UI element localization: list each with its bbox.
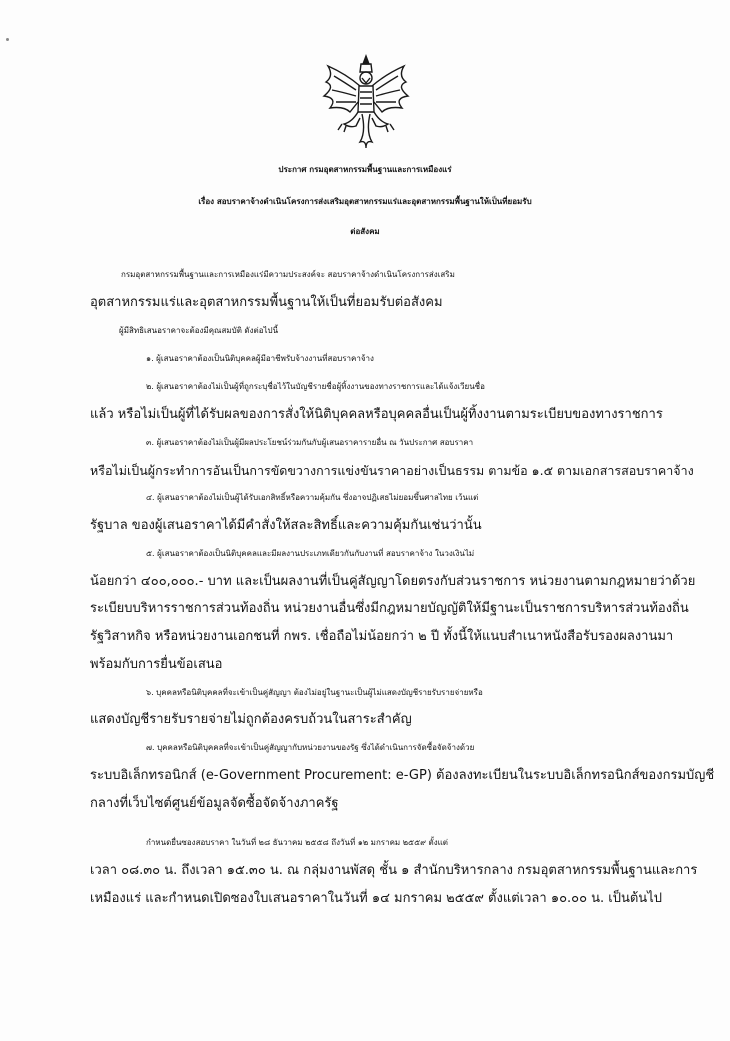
schedule-line-3: เหมืองแร่ และกำหนดเปิดซองใบเสนอราคาในวันที่ ๑๔ มกราคม ๒๕๕๙ ตั้งแต่เวลา ๑๐.๐๐ น. เป็นต้นไป <box>90 891 662 906</box>
qualification-item-4: ๔. ผู้เสนอราคาต้องไม่เป็นผู้ได้รับเอกสิทธิ์หรือความคุ้มกัน ซึ่งอาจปฏิเสธไม่ยอมขึ้นศาลไทย เว้นแต่ <box>146 493 479 502</box>
qualification-item-4-cont: รัฐบาล ของผู้เสนอราคาได้มีคำสั่งให้สละสิทธิ์และความคุ้มกันเช่นว่านั้น <box>90 518 482 533</box>
qualification-item-3-cont: หรือไม่เป็นผู้กระทำการอันเป็นการขัดขวางการแข่งขันราคาอย่างเป็นธรรม ตามข้อ ๑.๕ ตามเอกสารสอบราคาจ้าง <box>90 463 694 478</box>
announcement-subject: เรื่อง สอบราคาจ้างดำเนินโครงการส่งเสริมอุตสาหกรรมแร่และอุตสาหกรรมพื้นฐานให้เป็นที่ยอมรับ <box>198 197 532 206</box>
schedule-line-2: เวลา ๐๘.๓๐ น. ถึงเวลา ๑๕.๓๐ น. ณ กลุ่มงานพัสดุ ชั้น ๑ สำนักบริหารกลาง กรมอุตสาหกรรมพื้นฐานและการ <box>90 863 698 878</box>
qualification-item-5: ๕. ผู้เสนอราคาต้องเป็นนิติบุคคลและมีผลงานประเภทเดียวกันกับงานที่ สอบราคาจ้าง ในวงเงินไม่ <box>146 549 475 558</box>
announcement-subject-continued: ต่อสังคม <box>350 227 380 236</box>
qualification-item-5-cont-1: น้อยกว่า ๔๐๐,๐๐๐.- บาท และเป็นผลงานที่เป็นคู่สัญญาโดยตรงกับส่วนราชการ หน่วยงานตามกฎหมายว่าด้วย <box>90 574 696 589</box>
announcement-title: ประกาศ กรมอุตสาหกรรมพื้นฐานและการเหมืองแร่ <box>278 165 452 174</box>
qualification-item-6: ๖. บุคคลหรือนิติบุคคลที่จะเข้าเป็นคู่สัญญา ต้องไม่อยู่ในฐานะเป็นผู้ไม่แสดงบัญชีรายรับรายจ่ายหรือ <box>146 688 483 697</box>
qualification-item-5-cont-3: รัฐวิสาหกิจ หรือหน่วยงานเอกชนที่ กพร. เชื่อถือไม่น้อยกว่า ๒ ปี ทั้งนี้ให้แนบสำเนาหนังสือรับรองผลงานมา <box>90 629 674 644</box>
qualification-item-3: ๓. ผู้เสนอราคาต้องไม่เป็นผู้มีผลประโยชน์ร่วมกันกับผู้เสนอราคารายอื่น ณ วันประกาศ สอบราคา <box>146 438 474 447</box>
qualification-heading: ผู้มีสิทธิเสนอราคาจะต้องมีคุณสมบัติ ดังต่อไปนี้ <box>119 326 279 335</box>
qualification-item-5-cont-4: พร้อมกับการยื่นข้อเสนอ <box>90 657 223 672</box>
qualification-item-5-cont-2: ระเบียบบริหารราชการส่วนท้องถิ่น หน่วยงานอื่นซึ่งมีกฎหมายบัญญัติให้มีฐานะเป็นราชการบริหารส่วนท้องถิ่น <box>90 601 689 616</box>
intro-line-1: กรมอุตสาหกรรมพื้นฐานและการเหมืองแร่มีความประสงค์จะ สอบราคาจ้างดำเนินโครงการส่งเสริม <box>121 270 455 279</box>
intro-line-2: อุตสาหกรรมแร่และอุตสาหกรรมพื้นฐานให้เป็นที่ยอมรับต่อสังคม <box>90 295 443 310</box>
qualification-item-7-cont-1: ระบบอิเล็กทรอนิกส์ (e-Government Procurement: e-GP) ต้องลงทะเบียนในระบบอิเล็กทรอนิกส์ของกรมบัญชี <box>90 768 715 783</box>
scan-speck <box>6 38 9 41</box>
qualification-item-1: ๑. ผู้เสนอราคาต้องเป็นนิติบุคคลผู้มีอาชีพรับจ้างงานที่สอบราคาจ้าง <box>146 354 374 363</box>
qualification-item-7: ๗. บุคคลหรือนิติบุคคลที่จะเข้าเป็นคู่สัญญากับหน่วยงานของรัฐ ซึ่งได้ดำเนินการจัดซื้อจัดจ้างด้วย <box>146 743 475 752</box>
qualification-item-2: ๒. ผู้เสนอราคาต้องไม่เป็นผู้ที่ถูกระบุชื่อไว้ในบัญชีรายชื่อผู้ทิ้งงานของทางราชการและได้แจ้งเวียนชื่อ <box>146 382 485 391</box>
qualification-item-7-cont-2: กลางที่เว็บไซต์ศูนย์ข้อมูลจัดซื้อจัดจ้างภาครัฐ <box>90 796 339 811</box>
qualification-item-2-cont: แล้ว หรือไม่เป็นผู้ที่ได้รับผลของการสั่งให้นิติบุคคลหรือบุคคลอื่นเป็นผู้ทิ้งงานตามระเบียบของทางราชการ <box>90 407 663 422</box>
schedule-line-1: กำหนดยื่นซองสอบราคา ในวันที่ ๒๘ ธันวาคม ๒๕๕๘ ถึงวันที่ ๑๒ มกราคม ๒๕๕๙ ตั้งแต่ <box>146 838 448 847</box>
qualification-item-6-cont: แสดงบัญชีรายรับรายจ่ายไม่ถูกต้องครบถ้วนในสาระสำคัญ <box>90 712 412 727</box>
garuda-emblem-icon <box>316 52 416 152</box>
